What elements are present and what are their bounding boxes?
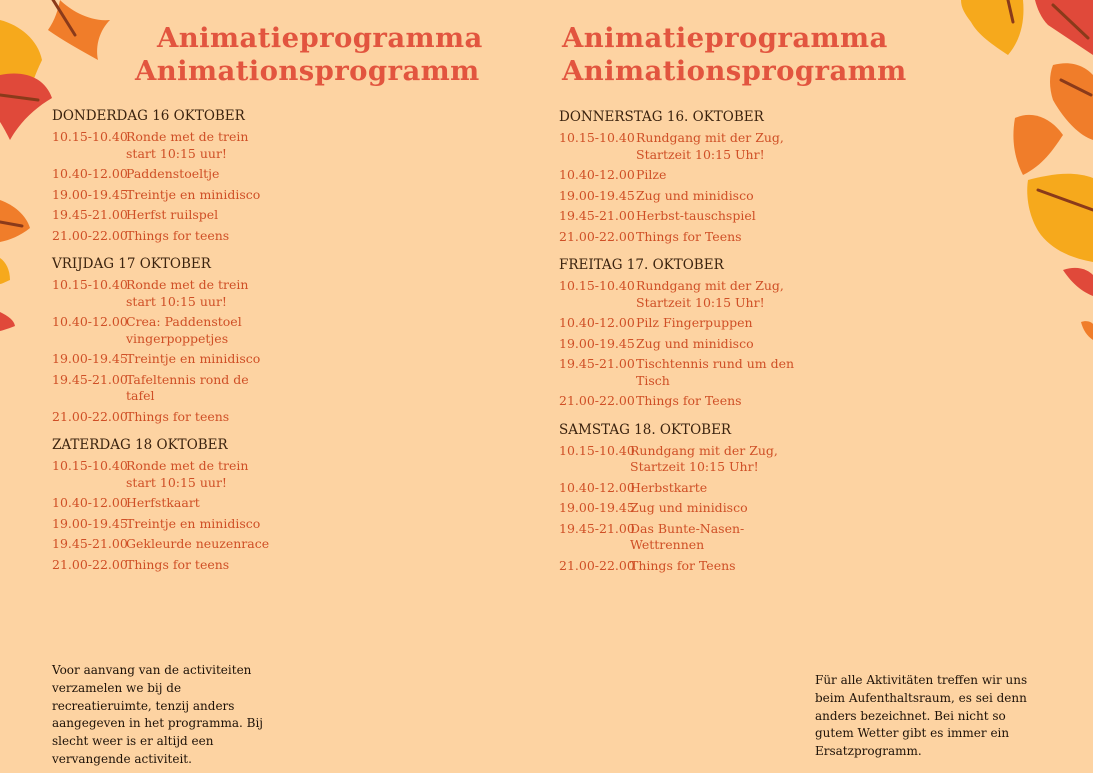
time-slot: 19.00-19.45 [52,186,128,202]
time-slot: 19.45-21.00 [559,208,635,223]
day-heading: SAMSTAG 18. OKTOBER [559,421,732,438]
activity-name: Ronde met de trein start 10:15 uur! [126,129,249,161]
activity-name: Paddenstoeltje [126,166,220,181]
autumn-leaves-top-right-decoration [953,0,1093,340]
activity-name: Zug und minidisco [636,187,754,203]
schedule-row [559,336,801,353]
orange-leaf-icon [1013,115,1063,175]
yellow-leaf-icon [1027,174,1093,262]
schedule-row [52,166,276,183]
activity-name: Things for teens [126,556,230,572]
day-group [559,257,801,410]
time-slot: 10.40-12.00 [559,167,635,182]
title-german-side [562,22,907,88]
time-slot: 10.40-12.00 [559,479,635,495]
activity-name: Treintje en minidisco [126,515,261,531]
time-slot: 21.00-22.00 [52,408,128,424]
time-slot: 10.15-10.40 [559,442,635,458]
time-slot: 21.00-22.00 [559,557,635,573]
activity-name: Things for teens [126,408,230,424]
schedule-row [52,536,276,553]
activity-name: Crea: Paddenstoel vingerpoppetjes [126,314,242,346]
schedule-row [559,480,801,497]
schedule-german [559,109,801,586]
red-leaf-icon [1035,0,1093,55]
red-leaf-icon [0,312,15,331]
activity-name: Rundgang mit der Zug, Startzeit 10:15 Uhr! [636,130,784,162]
time-slot: 19.45-21.00 [559,356,635,371]
time-slot: 10.15-10.40 [52,277,128,292]
red-leaf-icon [0,74,52,140]
time-slot: 21.00-22.00 [52,227,128,243]
activity-name: Herfstkaart [126,495,200,510]
orange-leaf-icon [48,0,110,60]
schedule-row [559,443,801,476]
activity-name: Treintje en minidisco [126,351,261,366]
time-slot: 19.45-21.00 [52,371,128,387]
time-slot: 10.40-12.00 [52,314,128,329]
schedule-row [52,314,276,347]
orange-leaf-icon [0,200,30,242]
day-heading: FREITAG 17. OKTOBER [559,257,724,273]
activity-name: Ronde met de trein start 10:15 uur! [126,277,249,309]
schedule-row [559,356,801,389]
activity-name: Things for teens [126,227,230,243]
activity-name: Tafeltennis rond de tafel [126,371,249,403]
day-group [52,437,276,573]
activity-name: Herfst ruilspel [126,207,219,222]
orange-leaf-icon [1081,321,1093,340]
schedule-row [52,409,276,426]
time-slot: 21.00-22.00 [559,228,635,244]
time-slot: 10.15-10.40 [559,130,635,145]
time-slot: 21.00-22.00 [52,556,128,572]
schedule-dutch [52,108,276,585]
schedule-row [52,187,276,204]
schedule-row [559,393,801,410]
activity-name: Pilze [636,167,667,182]
schedule-row [559,130,801,163]
time-slot: 19.45-21.00 [559,520,635,536]
time-slot: 21.00-22.00 [559,393,635,408]
time-slot: 10.40-12.00 [52,166,128,181]
time-slot: 19.45-21.00 [52,536,128,551]
day-heading: ZATERDAG 18 OKTOBER [52,437,228,453]
activity-name: Things for Teens [636,393,742,408]
time-slot: 10.40-12.00 [52,495,128,510]
title-line-2: Animationsprogramm [135,55,480,87]
schedule-row [52,228,276,245]
meeting-point-note-german: Für alle Aktivitäten treffen wir uns beim Aufenthaltsraum, es sei denn anders bezeichnet. Bei nicht so gutem Wetter gibt es immer ein Ersatzprogramm. [815,673,1028,759]
time-slot: 19.00-19.45 [559,500,635,515]
activity-name: Gekleurde neuzenrace [126,536,270,551]
schedule-row [52,516,276,533]
schedule-row [52,207,276,224]
day-group [559,422,801,575]
day-group [52,108,276,244]
day-heading: DONDERDAG 16 OKTOBER [52,108,245,124]
activity-name: Rundgang mit der Zug, Startzeit 10:15 Uhr! [630,442,778,474]
time-slot: 10.15-10.40 [52,129,128,144]
activity-name: Rundgang mit der Zug, Startzeit 10:15 Uhr! [636,278,784,310]
activity-name: Zug und minidisco [636,335,754,351]
time-slot: 19.45-21.00 [52,207,128,222]
schedule-row [559,558,801,575]
activity-name: Treintje en minidisco [126,186,261,202]
activity-name: Herbst-tauschspiel [636,208,756,223]
schedule-row [52,372,276,405]
yellow-leaf-icon [0,258,10,284]
schedule-row [52,557,276,574]
time-slot: 19.00-19.45 [52,515,128,531]
activity-name: Things for Teens [630,557,736,573]
schedule-row [559,315,801,332]
schedule-row [559,167,801,184]
title-line-1: Animatieprogramma [157,22,483,54]
time-slot: 19.00-19.45 [52,351,128,366]
activity-name: Zug und minidisco [630,500,748,515]
schedule-row [52,129,276,162]
red-leaf-icon [1063,268,1093,296]
title-dutch-side [135,22,535,88]
time-slot: 10.15-10.40 [52,458,128,473]
day-group [559,109,801,245]
activity-name: Tischtennis rund um den Tisch [636,356,795,388]
activity-name: Das Bunte-Nasen-Wettrennen [630,520,745,552]
schedule-row [559,229,801,246]
title-line-2: Animationsprogramm [562,55,907,87]
activity-name: Things for Teens [636,228,742,244]
day-heading: DONNERSTAG 16. OKTOBER [559,109,764,125]
schedule-row [559,188,801,205]
activity-name: Herbstkarte [630,479,708,495]
time-slot: 10.40-12.00 [559,315,635,330]
yellow-leaf-icon [961,0,1023,55]
activity-name: Ronde met de trein start 10:15 uur! [126,458,249,490]
schedule-row [52,277,276,310]
day-group [52,256,276,425]
activity-name: Pilz Fingerpuppen [636,315,753,330]
schedule-row [559,278,801,311]
time-slot: 19.00-19.45 [559,187,635,203]
schedule-row [559,208,801,225]
meeting-point-note-dutch: Voor aanvang van de activiteiten verzamelen we bij de recreatieruimte, tenzij anders aangegeven in het programma. Bij slecht weer is er altijd een vervangende activiteit. [52,663,264,766]
schedule-row [52,495,276,512]
time-slot: 10.15-10.40 [559,278,635,293]
schedule-row [559,521,801,554]
time-slot: 19.00-19.45 [559,335,635,351]
day-heading: VRIJDAG 17 OKTOBER [52,256,211,272]
title-line-1: Animatieprogramma [562,22,888,54]
schedule-row [52,458,276,491]
schedule-row [559,500,801,517]
schedule-row [52,351,276,368]
